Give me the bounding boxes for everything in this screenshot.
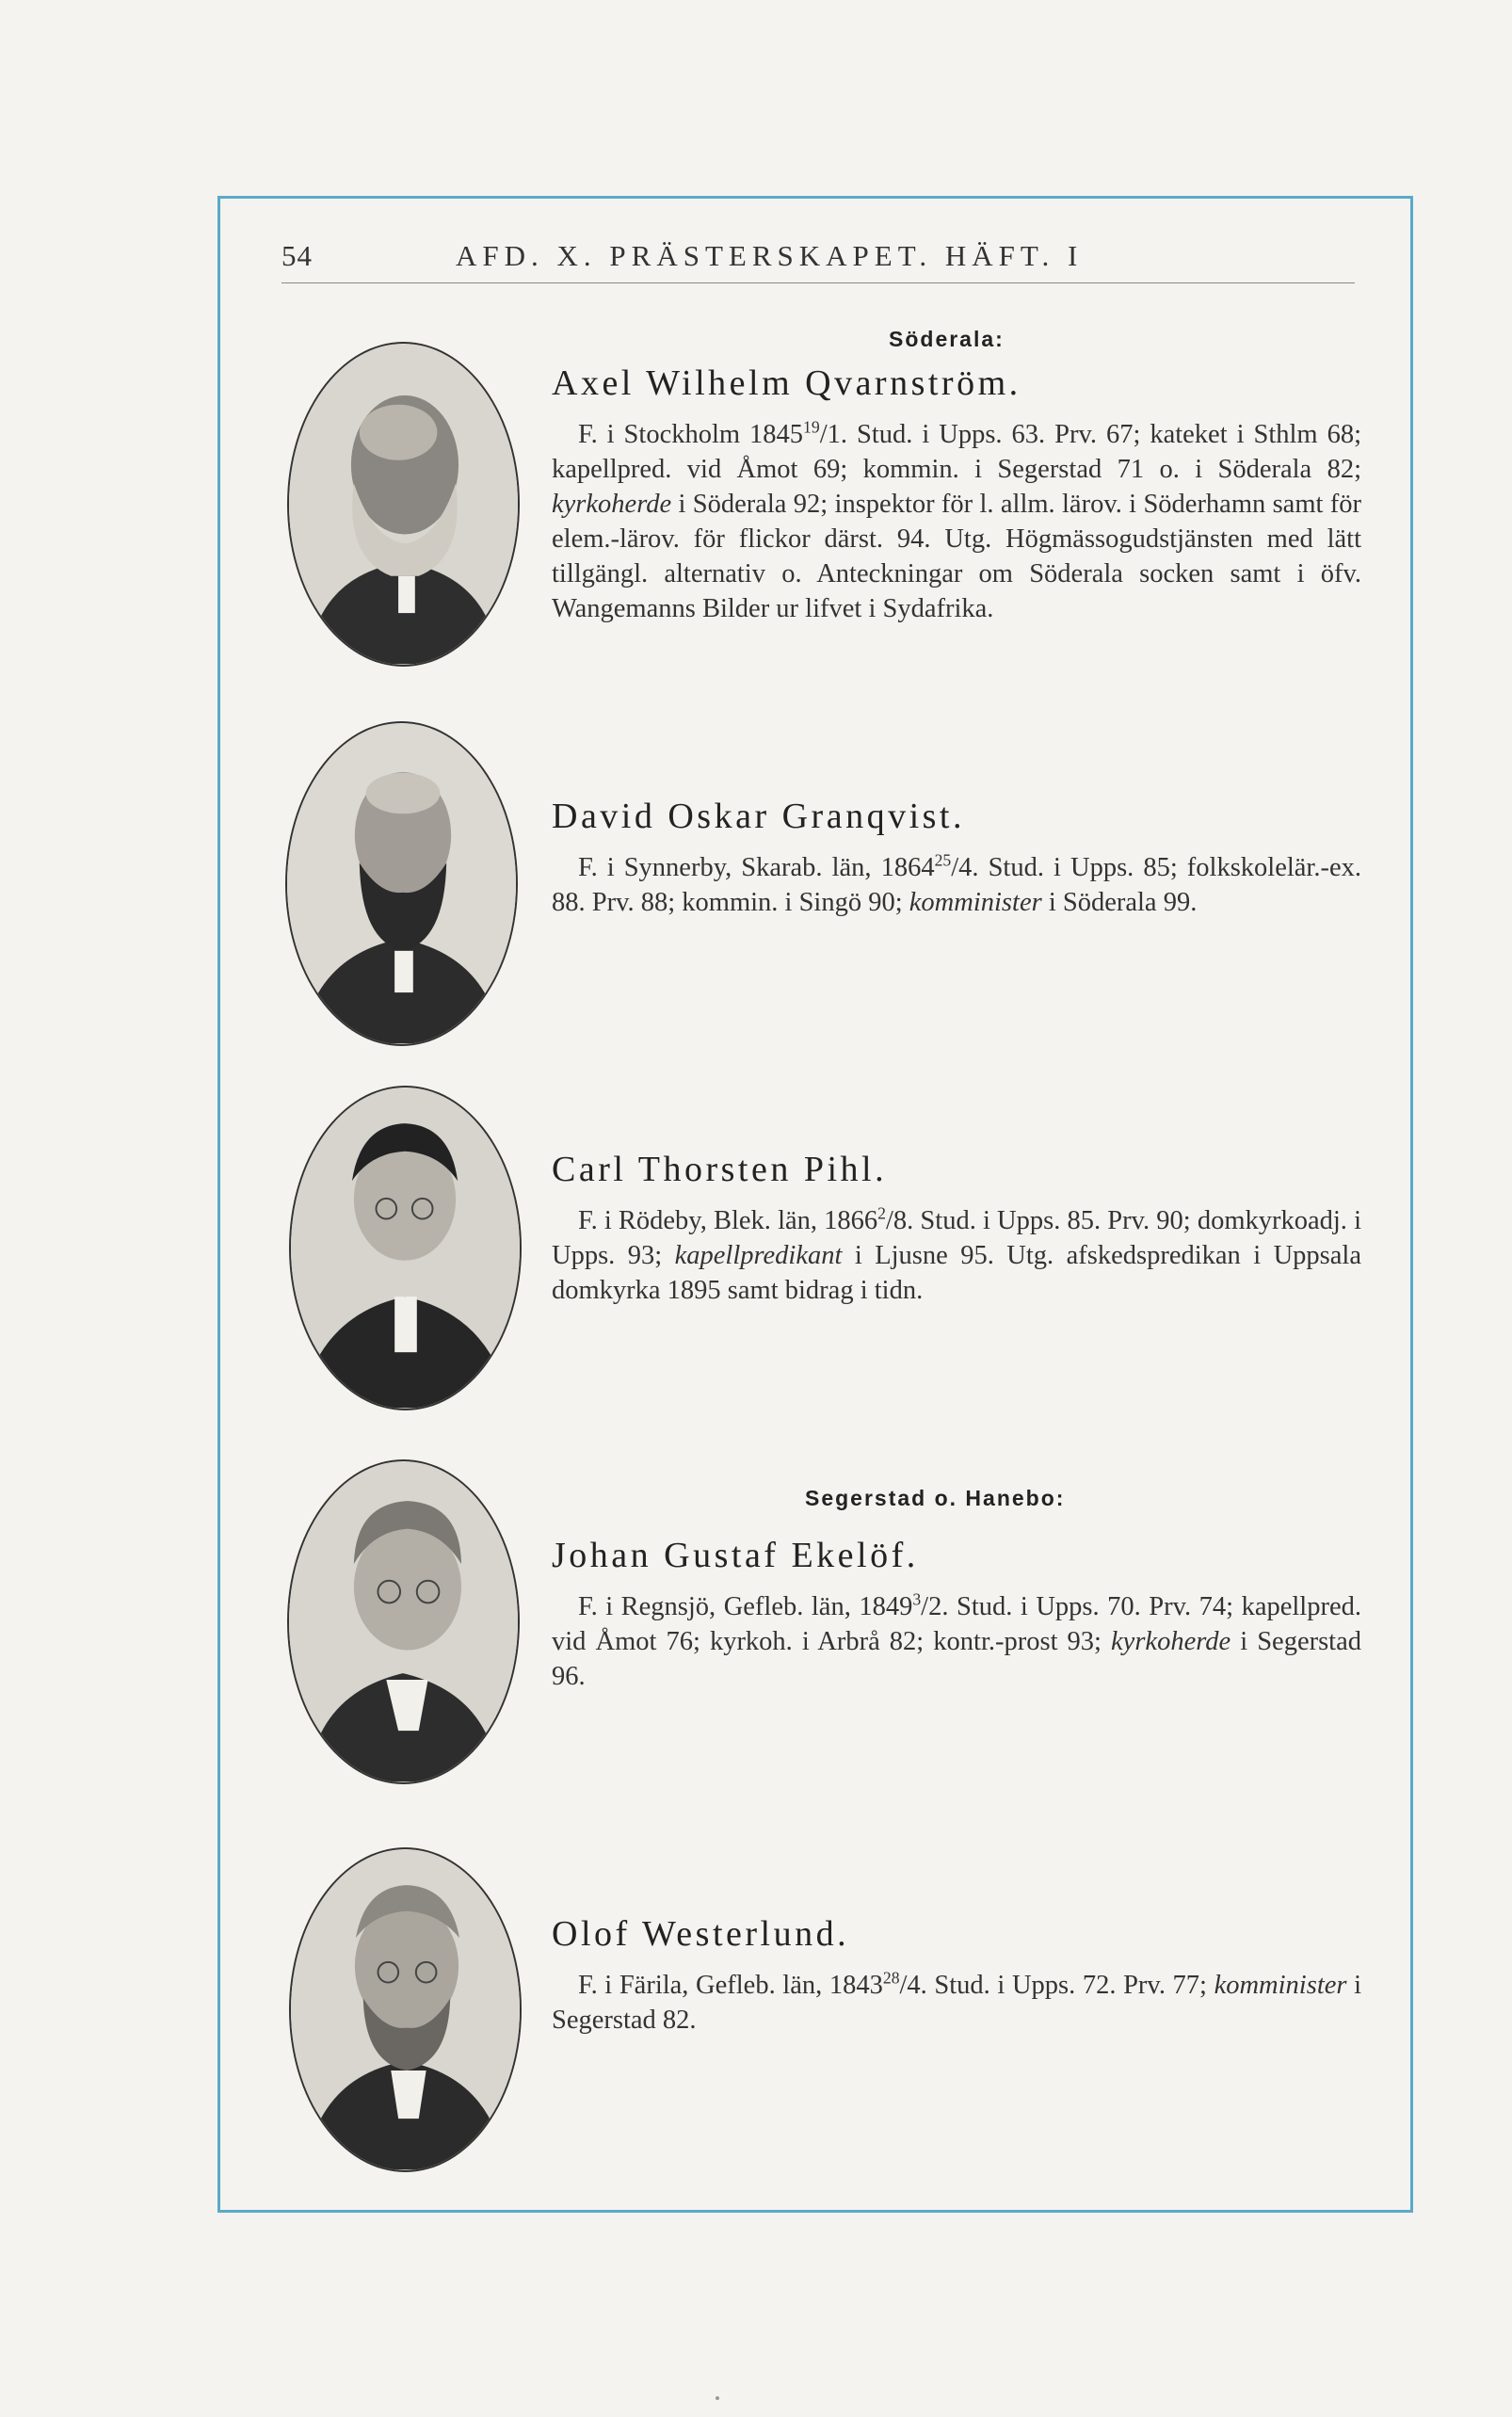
portrait-pihl-photo: [291, 1088, 520, 1409]
bio-text: i Söderala 99.: [1041, 888, 1198, 917]
title-emphasis: kyrkoherde: [1111, 1627, 1231, 1656]
entry-ekelof: [552, 1535, 1361, 1694]
date-superscript: 25: [934, 850, 952, 870]
print-speck: [716, 2396, 719, 2400]
entry-name: Olof Westerlund.: [552, 1914, 850, 1954]
entry-bio: [552, 1968, 1361, 2038]
title-emphasis: kapellpredikant: [674, 1241, 843, 1270]
running-header: [281, 239, 1355, 286]
date-superscript: 3: [912, 1589, 922, 1609]
entry-name: Axel Wilhelm Qvarnström.: [552, 363, 1021, 403]
date-superscript: 19: [803, 417, 820, 437]
entry-name: Johan Gustaf Ekelöf.: [552, 1536, 919, 1575]
bio-text: /1. Stud. i Upps. 63. Prv. 67; kateket i Sthlm 68; kapellpred. vid Åmot 69; kommin. i Segerstad 71 o. i Söderala 82;: [552, 420, 1361, 484]
portrait-westerlund: [289, 1847, 522, 2172]
bio-text: /4. Stud. i Upps. 85; folkskolelär.-ex. 88. Prv. 88; kommin. i Singö 90;: [552, 853, 1361, 917]
date-superscript: 2: [877, 1203, 886, 1223]
entry-bio: [552, 850, 1361, 920]
bio-text: /2. Stud. i Upps. 70. Prv. 74; kapellpred. vid Åmot 76; kyrkoh. i Arbrå 82; kontr.-prost 93;: [552, 1592, 1361, 1656]
portrait-ekelof: [287, 1459, 520, 1784]
portrait-qvarnstrom-photo: [289, 344, 518, 665]
entry-name: Carl Thorsten Pihl.: [552, 1150, 888, 1189]
date-superscript: 28: [882, 1968, 900, 1988]
page-number: 54: [281, 239, 313, 272]
portrait-pihl: [289, 1086, 522, 1410]
entry-name: David Oskar Granqvist.: [552, 797, 965, 836]
title-emphasis: komminister: [909, 888, 1042, 917]
section-heading-soderala: Söderala:: [889, 327, 1005, 351]
entry-bio: [552, 1203, 1361, 1308]
portrait-ekelof-photo: [289, 1461, 518, 1782]
entry-bio: [552, 417, 1361, 626]
header-rule: [281, 282, 1355, 283]
portrait-granqvist: [285, 721, 518, 1046]
running-title: AFD. X. PRÄSTERSKAPET. HÄFT. I: [456, 239, 1084, 272]
bio-text: F. i Rödeby, Blek. län, 1866: [578, 1206, 878, 1235]
bio-text: F. i Färila, Gefleb. län, 1843: [578, 1971, 883, 2000]
entry-qvarnstrom: [552, 363, 1361, 626]
bio-text: F. i Regnsjö, Gefleb. län, 1849: [578, 1592, 913, 1621]
bio-text: i Segerstad 96.: [552, 1627, 1361, 1691]
entry-bio: [552, 1589, 1361, 1694]
bio-text: i Segerstad 82.: [552, 1971, 1362, 2035]
portrait-granqvist-photo: [287, 723, 516, 1044]
portrait-westerlund-photo: [291, 1849, 520, 2170]
portrait-qvarnstrom: [287, 342, 520, 667]
bio-text: /4. Stud. i Upps. 72. Prv. 77;: [899, 1971, 1214, 2000]
entry-granqvist: [552, 796, 1361, 920]
bio-text: i Ljusne 95. Utg. afskedspredikan i Uppsala domkyrka 1895 samt bidrag i tidn.: [552, 1241, 1361, 1305]
bio-text: /8. Stud. i Upps. 85. Prv. 90; domkyrkoadj. i Upps. 93;: [552, 1206, 1361, 1270]
title-emphasis: kyrkoherde: [552, 490, 672, 519]
section-heading-segerstad-hanebo: Segerstad o. Hanebo:: [805, 1486, 1066, 1510]
entry-westerlund: [552, 1913, 1361, 2038]
bio-text: i Söderala 92; inspektor för l. allm. lärov. i Söderhamn samt för elem.-lärov. för flickor därst. 94. Utg. Högmässogudstjänsten med lätt tillgängl. alternativ o. Anteckningar om Söderala socken samt i öfv. Wangemanns Bilder ur lifvet i Sydafrika.: [552, 490, 1361, 623]
bio-text: F. i Stockholm 1845: [578, 420, 804, 449]
title-emphasis: komminister: [1214, 1971, 1347, 2000]
bio-text: F. i Synnerby, Skarab. län, 1864: [578, 853, 935, 882]
entry-pihl: [552, 1149, 1361, 1308]
